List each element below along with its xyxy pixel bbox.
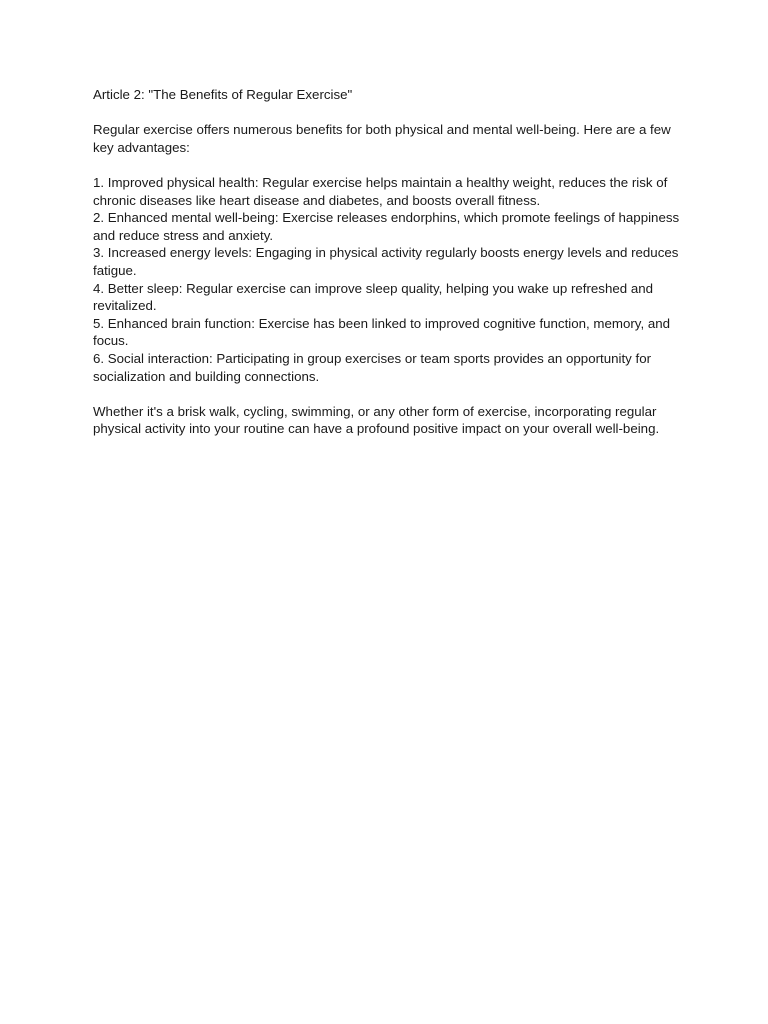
benefit-item: 1. Improved physical health: Regular exercise helps maintain a healthy weight, reduces the risk of chronic diseases like heart disease and diabetes, and boosts overall fitness. [93,174,668,208]
benefit-item: 5. Enhanced brain function: Exercise has been linked to improved cognitive function, memory, and focus. [93,315,671,349]
benefit-list [93,174,688,385]
benefit-item: 3. Increased energy levels: Engaging in physical activity regularly boosts energy levels and reduces fatigue. [93,245,679,278]
benefit-item: 2. Enhanced mental well-being: Exercise releases endorphins, which promote feelings of happiness and reduce stress and anxiety. [93,210,680,243]
benefit-item: 6. Social interaction: Participating in group exercises or team sports provides an opportunity for socialization and building connections. [93,350,652,384]
article-intro: Regular exercise offers numerous benefits for both physical and mental well-being. Here are a few key advantages: [93,122,671,155]
article-conclusion: Whether it's a brisk walk, cycling, swimming, or any other form of exercise, incorporating regular physical activity into your routine can have a profound positive impact on your overall well-being. [93,403,660,437]
article-title: Article 2: "The Benefits of Regular Exercise" [93,87,353,102]
benefit-item: 4. Better sleep: Regular exercise can improve sleep quality, helping you wake up refreshed and revitalized. [93,280,654,314]
